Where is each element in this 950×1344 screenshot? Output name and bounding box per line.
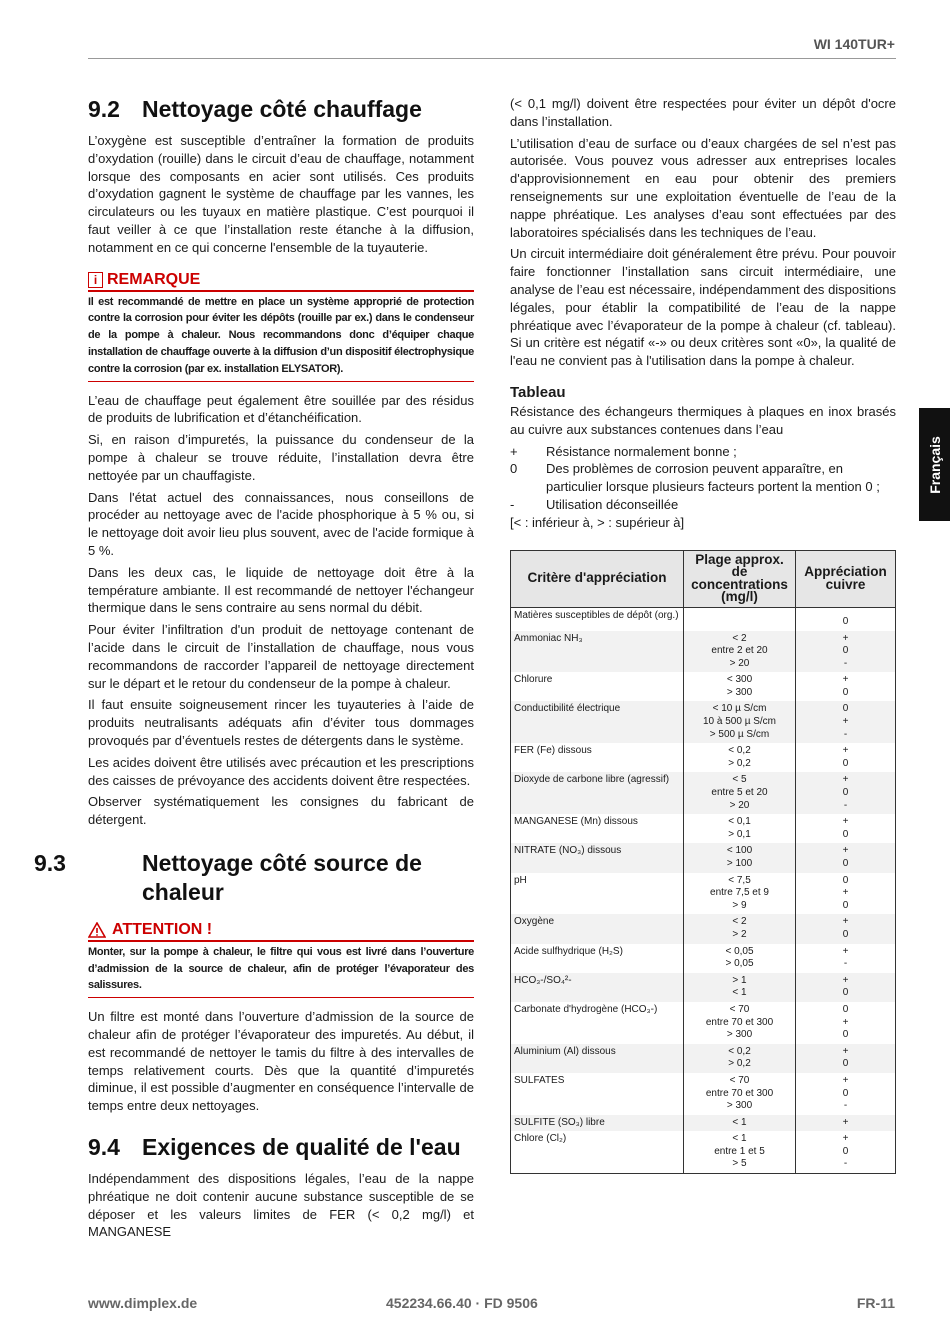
paragraph: Pour éviter l’infiltration d'un produit de nettoyage contenant de l’acide dans le circuit de l’installation de chauffage, nous vous recommandons de raccorder l’appareil de nettoyage directement sur le départ et le retour du condenseur de la pompe à chaleur.	[88, 622, 474, 691]
concentration-cell	[684, 631, 796, 673]
assessment-cell	[796, 843, 896, 872]
table-row	[511, 631, 896, 673]
assessment-value: 0	[842, 928, 849, 940]
assessment-value: +	[842, 974, 849, 986]
concentration-cell	[684, 1115, 796, 1132]
table-header: Plage approx. de concentrations (mg/l)	[684, 550, 796, 607]
assessment-value: +	[842, 1016, 849, 1028]
assessment-value: +	[842, 916, 849, 928]
header-model: WI 140TUR+	[813, 36, 895, 52]
criterion-cell: Carbonate d'hydrogène (HCO₃-)	[511, 1002, 684, 1044]
assessment-value: +	[842, 745, 849, 757]
paragraph: Un filtre est monté dans l’ouverture d’admission de la source de chaleur afin de protéger l’évaporateur des impuretés. Au début, il est recommandé de nettoyer le tamis du filtre à des intervalles de temps relativement courts. Dès que la quantité d’impuretés diminue, il est possible d’augmenter en conséquence l’intervalle de temps entre deux nettoyages.	[88, 1009, 474, 1114]
concentration-value: < 0,2	[728, 745, 751, 757]
assessment-value: 0	[842, 899, 849, 911]
assessment-cell	[796, 1044, 896, 1073]
concentration-value: > 20	[729, 799, 750, 811]
assessment-value: +	[842, 1045, 849, 1057]
tableau-title: Tableau	[510, 383, 566, 401]
header-divider	[88, 58, 896, 59]
assessment-cell	[796, 607, 896, 630]
assessment-value: +	[842, 632, 849, 644]
criterion-cell: NITRATE (NO₃) dissous	[511, 843, 684, 872]
concentration-cell	[684, 814, 796, 843]
paragraph: (< 0,1 mg/l) doivent être respectées pour éviter un dépôt d'ocre dans l’installation.	[510, 96, 896, 129]
paragraph: Dans les deux cas, le liquide de nettoyage doit être à la température ambiante. Il est recommandé de nettoyer l'échangeur thermique dans le sens contraire au sens normal du débit.	[88, 564, 474, 616]
assessment-value: 0	[842, 686, 849, 698]
assessment-value: +	[842, 945, 849, 957]
assessment-value: 0	[842, 858, 849, 869]
table-row	[511, 914, 896, 943]
concentration-value: > 300	[726, 1029, 753, 1041]
assessment-value: -	[843, 958, 848, 970]
assessment-cell	[796, 814, 896, 843]
note-text: Il est recommandé de mettre en place un système approprié de protection contre la corrosion pour éviter les dépôts (rouille par ex.) dans le condenseur de la pompe à chaleur. Nous recommandons donc d’équiper chaque installation de chauffage ouverte à la diffusion d’un dispositif électrophysique contre la corrosion (par ex. installation ELYSATOR).	[88, 295, 474, 375]
assessment-value: 0	[842, 1029, 849, 1041]
assessment-value: -	[843, 799, 848, 811]
assessment-value: 0	[842, 645, 849, 657]
legend-note-row	[510, 514, 896, 532]
concentration-value: > 0,05	[725, 958, 754, 970]
tableau-intro: Résistance des échangeurs thermiques à plaques en inox brasés au cuivre aux substances contenues dans l’eau	[510, 403, 896, 437]
assessment-cell	[796, 944, 896, 973]
assessment-cell	[796, 1115, 896, 1132]
note-rule	[88, 290, 474, 292]
assessment-cell	[796, 672, 896, 701]
legend-symbol: 0	[510, 461, 518, 477]
table-body	[511, 607, 896, 1173]
assessment-cell	[796, 973, 896, 1002]
assessment-value: 0	[842, 874, 849, 886]
assessment-value: -	[843, 728, 848, 740]
concentration-value: > 0,2	[728, 1058, 751, 1070]
legend-text: Résistance normalement bonne ;	[546, 443, 737, 459]
concentration-value: > 0,2	[728, 757, 751, 769]
criterion-cell: Oxygène	[511, 914, 684, 943]
criterion-cell: Matières susceptibles de dépôt (org.)	[511, 607, 684, 630]
criterion-cell: Ammoniac NH₃	[511, 631, 684, 673]
concentration-value	[687, 610, 792, 623]
footer-page-number: FR-11	[856, 1295, 895, 1311]
concentration-cell	[684, 914, 796, 943]
concentration-cell	[684, 1131, 796, 1173]
assessment-cell	[796, 1073, 896, 1115]
section-title-text: Nettoyage côté source de chaleur	[142, 849, 422, 905]
table-row	[511, 1131, 896, 1173]
concentration-cell	[684, 873, 796, 915]
concentration-value: entre 7,5 et 9	[710, 887, 769, 899]
assessment-value: 0	[842, 757, 849, 769]
criterion-cell: Chlore (Cl₂)	[511, 1131, 684, 1173]
paragraph: Dans l'état actuel des connaissances, nous conseillons de procéder au nettoyage avec de l'acide phosphorique à 5 % ou, si le nettoyage doit avoir lieu plus souvent, avec de l'acide formique à 5 %.	[88, 489, 474, 558]
concentration-value: entre 5 et 20	[711, 787, 768, 799]
assessment-value: 0	[842, 828, 849, 840]
paragraph: Observer systématiquement les consignes du fabricant de détergent.	[88, 794, 474, 828]
table-row	[511, 772, 896, 814]
criterion-cell: Conductibilité électrique	[511, 701, 684, 743]
paragraph: L’utilisation d’eau de surface ou d’eaux chargées de sel n’est pas autorisée. Vous pouvez vous adresser aux entreprises locales d'approvisionnement en eau pour obtenir des premiers renseignements sur une exploitation éventuelle de l’eau de la nappe phréatique. Les analyses d’eau sont effectuées par des laboratoires spécialisés dans les techniques de l’eau.	[510, 135, 896, 240]
concentration-value: < 5	[732, 774, 747, 786]
paragraph: L’eau de chauffage peut également être souillée par des résidus de produits de lubrification et d’étanchéification.	[88, 392, 474, 426]
assessment-value: 0	[842, 787, 849, 799]
concentration-value: > 500 µ S/cm	[709, 728, 770, 740]
concentration-cell	[684, 701, 796, 743]
legend-symbol: -	[510, 496, 515, 512]
assessment-value: 0	[842, 1003, 849, 1015]
table-header: Critère d'appréciation	[511, 550, 684, 607]
assessment-value: -	[843, 657, 848, 669]
criterion-cell: FER (Fe) dissous	[511, 743, 684, 772]
right-column	[510, 95, 896, 1174]
assessment-value: +	[842, 887, 849, 899]
assessment-cell	[796, 873, 896, 915]
assessment-value: +	[842, 774, 849, 786]
assessment-value: +	[842, 1074, 849, 1086]
paragraph: L’oxygène est susceptible d’entraîner la formation de produits d’oxydation (rouille) dans le circuit d’eau de chauffage, notamment lorsque des composants en acier sont utilisés. Ces produits d’oxydation gagnent le système de chauffage par les vannes, les circulateurs ou les tuyaux en matière plastique. C’est pourquoi il faut veiller à ce que l’installation reste étanche à la diffusion, notamment en ce qui concerne l'ensemble de la tuyauterie.	[88, 133, 474, 255]
assessment-cell	[796, 1131, 896, 1173]
concentration-cell	[684, 843, 796, 872]
concentration-value: < 70	[729, 1003, 750, 1015]
table-row	[511, 1044, 896, 1073]
concentration-cell	[684, 743, 796, 772]
table-row	[511, 873, 896, 915]
concentration-value: < 1	[732, 987, 747, 999]
concentration-value: > 100	[726, 858, 753, 869]
legend-text: Utilisation déconseillée	[546, 496, 679, 512]
concentration-value: > 9	[732, 899, 747, 911]
concentration-value: < 0,2	[728, 1045, 751, 1057]
footer-doc-number: 452234.66.40 · FD 9506	[386, 1295, 538, 1311]
table-row	[511, 843, 896, 872]
concentration-value: > 300	[726, 1100, 753, 1112]
concentration-value: < 1	[732, 1133, 747, 1145]
concentration-cell	[684, 672, 796, 701]
table-row	[511, 607, 896, 630]
assessment-value: 0	[842, 615, 849, 627]
concentration-value: < 2	[732, 916, 747, 928]
left-column	[34, 95, 474, 1245]
assessment-value: +	[842, 716, 849, 728]
warning-icon	[88, 922, 106, 938]
note-title	[88, 921, 474, 939]
table-row	[511, 1002, 896, 1044]
section-title-text: Nettoyage côté chauffage	[142, 96, 422, 122]
table-header-row	[511, 550, 896, 607]
assessment-cell	[796, 914, 896, 943]
table-header: Appréciation cuivre	[796, 550, 896, 607]
attention-note	[88, 921, 474, 998]
section-9-2-title	[88, 95, 474, 124]
assessment-cell	[796, 772, 896, 814]
concentration-value: entre 70 et 300	[705, 1087, 774, 1099]
concentration-value: entre 70 et 300	[705, 1016, 774, 1028]
note-text: Monter, sur la pompe à chaleur, le filtre qui vous est livré dans l’ouverture d’admission de la source de chaleur, afin de protéger l’évaporateur des salissures.	[88, 945, 474, 992]
criterion-cell: Chlorure	[511, 672, 684, 701]
concentration-cell	[684, 772, 796, 814]
concentration-value: entre 1 et 5	[714, 1145, 765, 1157]
concentration-value: > 5	[732, 1158, 747, 1170]
paragraph: Un circuit intermédiaire doit généralement être prévu. Pour pouvoir faire fonctionner l’installation sans circuit intermédiaire, une analyse de l’eau est nécessaire, indépendamment des dispositions légales, pour établir la compatibilité de l’eau de la nappe phréatique avec l’évaporateur de la pompe à chaleur (cf. tableau). Si un critère est négatif «-» ou deux critères sont «0», la qualité de l'eau ne convient pas à l'utilisation dans la pompe à chaleur.	[510, 246, 896, 369]
concentration-value: < 2	[732, 632, 747, 644]
concentration-value: > 1	[732, 974, 747, 986]
assessment-value: +	[842, 1133, 849, 1145]
note-title-text: ATTENTION !	[112, 920, 213, 938]
assessment-value: +	[842, 816, 849, 828]
section-9-3-title	[34, 849, 474, 907]
legend-item	[510, 460, 896, 496]
criterion-cell: pH	[511, 873, 684, 915]
assessment-value: 0	[842, 1087, 849, 1099]
concentration-value: entre 2 et 20	[711, 645, 768, 657]
concentration-value: > 300	[726, 686, 753, 698]
assessment-value: 0	[842, 1145, 849, 1157]
concentration-value: > 2	[732, 928, 747, 940]
legend-note: [< : inférieur à, > : supérieur à]	[510, 514, 685, 530]
concentration-value: < 10 µ S/cm	[712, 703, 767, 715]
legend-item	[510, 496, 896, 514]
table-row	[511, 701, 896, 743]
assessment-value: -	[843, 1100, 848, 1112]
assessment-cell	[796, 631, 896, 673]
legend-item	[510, 443, 896, 461]
water-quality-table	[510, 550, 896, 1175]
section-title-text: Exigences de qualité de l'eau	[142, 1134, 461, 1161]
note-title-text: REMARQUE	[107, 270, 201, 288]
assessment-value: 0	[842, 703, 849, 715]
concentration-value: < 0,05	[725, 945, 754, 957]
assessment-cell	[796, 743, 896, 772]
footer-website[interactable]: www.dimplex.de	[88, 1295, 198, 1311]
section-number: 9.3	[34, 849, 66, 876]
assessment-value: +	[842, 674, 849, 686]
table-row	[511, 672, 896, 701]
concentration-value: < 7,5	[728, 874, 751, 886]
note-title	[88, 271, 474, 289]
assessment-cell	[796, 1002, 896, 1044]
concentration-cell	[684, 607, 796, 630]
criterion-cell: MANGANESE (Mn) dissous	[511, 814, 684, 843]
concentration-value: < 70	[729, 1074, 750, 1086]
legend-text: Des problèmes de corrosion peuvent apparaître, en particulier lorsque plusieurs facteurs portent la mention 0 ;	[546, 461, 880, 495]
paragraph: Si, en raison d’impuretés, la puissance du condenseur de la pompe à chaleur se trouve réduite, l’installation devra être nettoyée par un chauffagiste.	[88, 432, 474, 483]
language-tab-label: Français	[926, 435, 943, 494]
concentration-cell	[684, 1044, 796, 1073]
concentration-cell	[684, 1073, 796, 1115]
concentration-cell	[684, 944, 796, 973]
assessment-value: +	[842, 1116, 849, 1128]
table-row	[511, 1115, 896, 1132]
criterion-cell: HCO₃-/SO₄²-	[511, 973, 684, 1002]
concentration-value: > 0,1	[728, 828, 751, 840]
criterion-cell: Aluminium (Al) dissous	[511, 1044, 684, 1073]
paragraph: Indépendamment des dispositions légales, l’eau de la nappe phréatique ne doit contenir aucune substance susceptible de se déposer et les valeurs limites de FER (< 0,2 mg/l) et MANGANESE	[88, 1171, 474, 1240]
assessment-value: -	[843, 1158, 848, 1170]
concentration-value: < 300	[726, 674, 753, 686]
concentration-cell	[684, 1002, 796, 1044]
paragraph: Les acides doivent être utilisés avec précaution et les prescriptions des caisses de prévoyance des accidents doivent être respectées.	[88, 754, 474, 788]
assessment-value: 0	[842, 1058, 849, 1070]
section-number: 9.4	[88, 1134, 120, 1161]
legend-symbol: +	[510, 443, 518, 459]
assessment-value: +	[842, 845, 849, 857]
concentration-value: 10 à 500 µ S/cm	[702, 716, 777, 728]
section-9-4-title	[88, 1133, 474, 1162]
criterion-cell: Acide sulfhydrique (H₂S)	[511, 944, 684, 973]
table-row	[511, 944, 896, 973]
info-icon: i	[88, 272, 103, 288]
concentration-value: < 100	[726, 845, 753, 857]
language-tab[interactable]	[919, 408, 950, 521]
criterion-cell: Dioxyde de carbone libre (agressif)	[511, 772, 684, 814]
legend	[510, 443, 896, 514]
criterion-cell: SULFATES	[511, 1073, 684, 1115]
criterion-cell: SULFITE (SO₃) libre	[511, 1115, 684, 1132]
assessment-value: 0	[842, 987, 849, 999]
paragraph: Il faut ensuite soigneusement rincer les tuyauteries à l’aide de produits neutralisants adéquats afin d’éviter tous dommages provoqués par d’éventuels restes de détergents dans le système.	[88, 697, 474, 748]
note-rule	[88, 940, 474, 942]
concentration-cell	[684, 973, 796, 1002]
table-row	[511, 1073, 896, 1115]
concentration-value: < 1	[732, 1116, 747, 1128]
section-number: 9.2	[88, 96, 120, 122]
table-row	[511, 973, 896, 1002]
table-row	[511, 814, 896, 843]
concentration-value: > 20	[729, 657, 750, 669]
remarque-note	[88, 271, 474, 382]
table-row	[511, 743, 896, 772]
concentration-value: < 0,1	[728, 816, 751, 828]
assessment-cell	[796, 701, 896, 743]
